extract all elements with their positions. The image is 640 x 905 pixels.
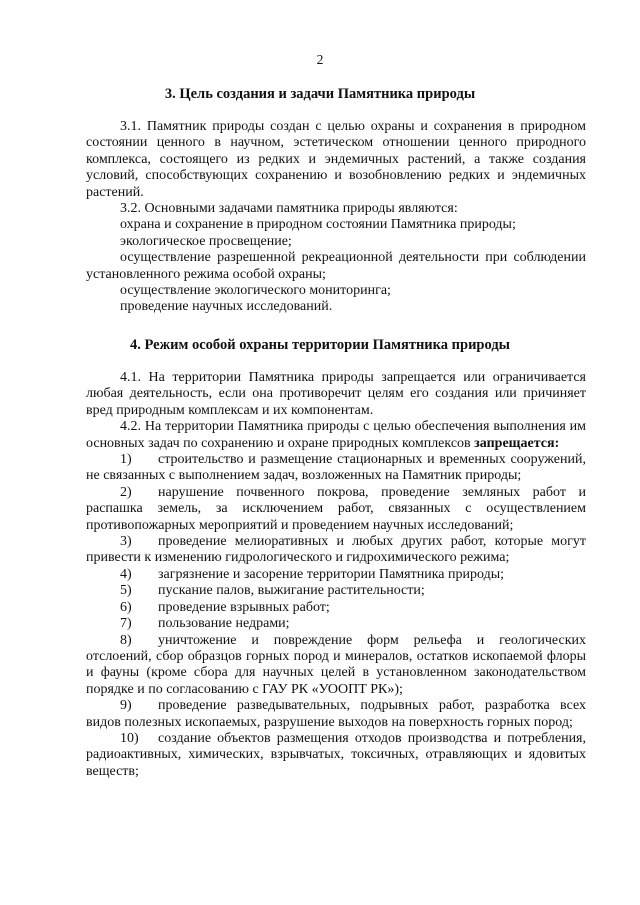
item-text: создание объектов размещения отходов производства и потребления, радиоактивных, химических, взрывчатых, токсичных, отравляющих и ядовитых веществ; bbox=[86, 730, 586, 779]
item-text: загрязнение и засорение территории Памятника природы; bbox=[158, 566, 504, 582]
paragraph-4-2 bbox=[86, 419, 586, 452]
section-3-body bbox=[86, 119, 586, 316]
item-number: 8) bbox=[120, 632, 132, 648]
prohibited-colon: : bbox=[554, 435, 560, 451]
prohibition-item bbox=[86, 731, 586, 780]
item-text: уничтожение и повреждение форм рельефа и геологических отслоений, сбор образцов горных пород и минералов, остатков ископаемой флоры и фауны (кроме сбора для научных целей в установленном законодательством порядке и по согласованию с ГАУ РК «УООПТ РК»); bbox=[86, 632, 586, 697]
prohibition-item bbox=[86, 600, 586, 616]
section-4-heading: 4. Режим особой охраны территории Памятника природы bbox=[130, 337, 510, 353]
item-text: проведение мелиоративных и любых других работ, которые могут привести к изменению гидрологического и гидрохимического режима; bbox=[86, 534, 586, 566]
page-number: 2 bbox=[316, 52, 324, 67]
paragraph-4-2-text: 4.2. На территории Памятника природы с целью обеспечения выполнения им основных задач по сохранению и охране природных комплексов bbox=[86, 419, 586, 451]
item-text: нарушение почвенного покрова, проведение земляных работ и распашка земель, за исключением работ, связанных с осуществлением противопожарных мероприятий и проведением научных исследований; bbox=[86, 484, 586, 533]
item-text: строительство и размещение стационарных и временных сооружений, не связанных с выполнением задач, возложенных на Памятник природы; bbox=[86, 452, 586, 484]
item-text: пускание палов, выжигание растительности; bbox=[158, 583, 425, 599]
prohibition-item bbox=[86, 583, 586, 599]
item-number: 5) bbox=[120, 583, 132, 599]
prohibition-item bbox=[86, 452, 586, 485]
task-item: экологическое просвещение; bbox=[120, 233, 292, 249]
prohibition-item bbox=[86, 633, 586, 699]
item-text: проведение взрывных работ; bbox=[158, 599, 330, 615]
prohibition-item bbox=[86, 534, 586, 567]
item-number: 7) bbox=[120, 616, 132, 632]
item-text: пользование недрами; bbox=[158, 616, 290, 632]
item-number: 1) bbox=[120, 452, 132, 468]
item-number: 3) bbox=[120, 534, 132, 550]
paragraph-3-2: 3.2. Основными задачами памятника природы являются: bbox=[120, 201, 458, 217]
prohibited-keyword: запрещается bbox=[474, 435, 555, 451]
item-number: 9) bbox=[120, 698, 132, 714]
task-item: осуществление экологического мониторинга; bbox=[120, 283, 391, 299]
section-4-body bbox=[86, 370, 586, 780]
prohibition-item bbox=[86, 698, 586, 731]
item-number: 10) bbox=[120, 730, 139, 746]
prohibition-item bbox=[86, 567, 586, 583]
paragraph-4-1: 4.1. На территории Памятника природы запрещается или ограничивается любая деятельность, если она противоречит целям его создания или причиняет вред природным комплексам и их компонентам. bbox=[86, 370, 586, 418]
prohibition-item bbox=[86, 616, 586, 632]
item-text: проведение разведывательных, подрывных работ, разработка всех видов полезных ископаемых, разрушение выходов на поверхность горных пород; bbox=[86, 698, 586, 730]
item-number: 4) bbox=[120, 566, 132, 582]
item-number: 2) bbox=[120, 484, 132, 500]
task-item: проведение научных исследований. bbox=[120, 299, 333, 315]
prohibition-item bbox=[86, 485, 586, 534]
task-item: осуществление разрешенной рекреационной деятельности при соблюдении установленного режима особой охраны; bbox=[86, 250, 586, 282]
paragraph-3-1: 3.1. Памятник природы создан с целью охраны и сохранения в природном состоянии ценного в научном, эстетическом отношении ценного природного комплекса, состоящего из редких и эндемичных растений, а также создания условий, способствующих сохранению и возобновлению редких и эндемичных растений. bbox=[86, 119, 586, 200]
section-3-heading: 3. Цель создания и задачи Памятника природы bbox=[164, 86, 476, 102]
task-item: охрана и сохранение в природном состоянии Памятника природы; bbox=[120, 217, 516, 233]
item-number: 6) bbox=[120, 599, 132, 615]
